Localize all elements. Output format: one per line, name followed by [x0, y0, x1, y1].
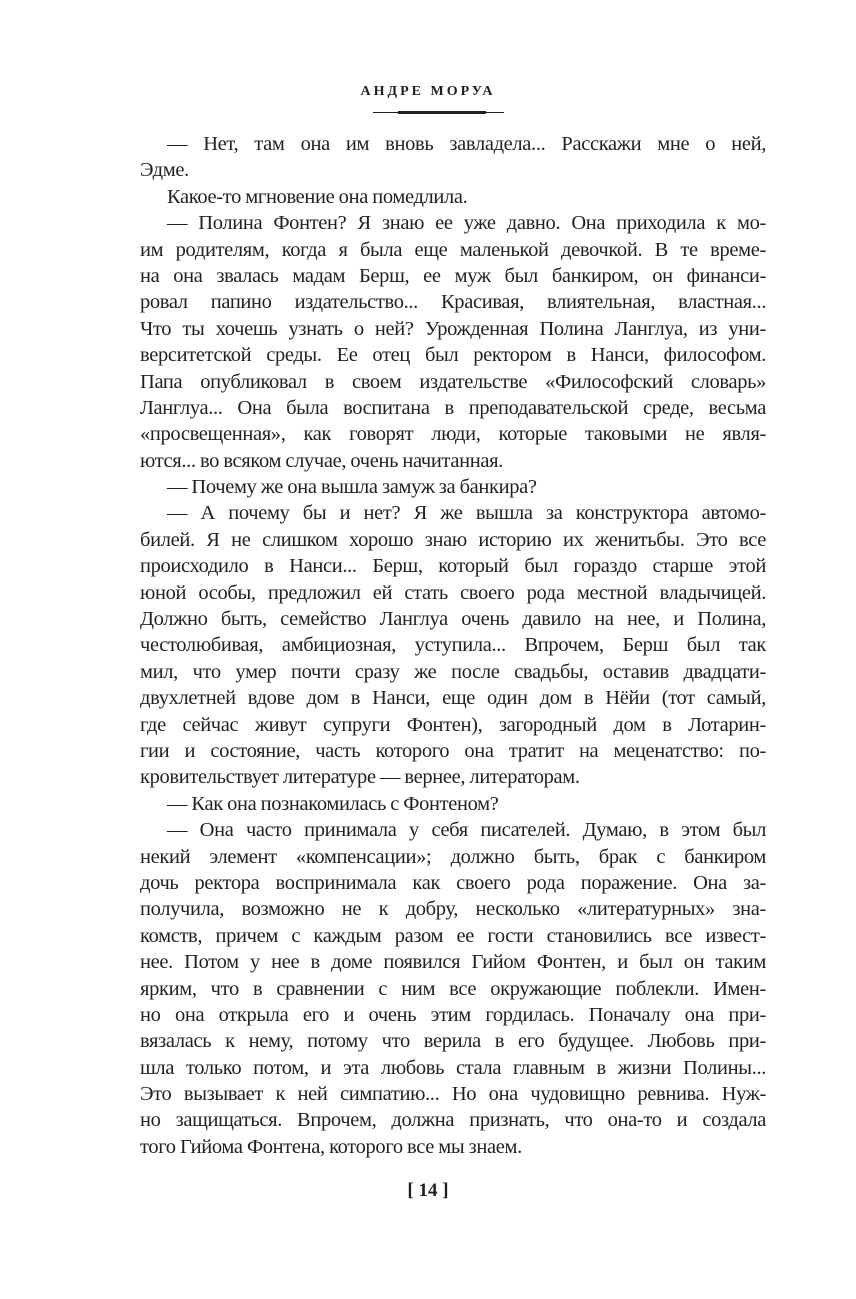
text-line: — Почему же она вышла замуж за банкира? [167, 476, 537, 499]
text-line: Папа опубликовал в своем издательстве «Философский словарь» [140, 370, 766, 393]
text-line: Эдме. [140, 159, 189, 182]
text-line: но она открыла его и очень этим гордилась. Поначалу она при- [140, 1003, 766, 1026]
page-number: [ 14 ] [407, 1180, 449, 1201]
text-line: гии и состояние, часть которого она тратит на меценатство: по- [140, 739, 766, 762]
text-line: — А почему бы и нет? Я же вышла за конструктора автомо- [167, 502, 766, 525]
text-line: происходило в Нанси... Берш, который был гораздо старше этой [140, 555, 766, 578]
paragraph [140, 131, 766, 184]
paragraph [140, 500, 766, 790]
text-line: шла только потом, и эта любовь стала главным в жизни Полины... [140, 1056, 766, 1079]
text-line: билей. Я не слишком хорошо знаю историю их женитьбы. Это все [140, 528, 766, 551]
text-line: но защищаться. Впрочем, должна признать, что она-то и создала [140, 1109, 766, 1132]
text-line: честолюбивая, амбициозная, уступила... Впрочем, Берш был так [140, 634, 766, 657]
text-line: юной особы, предложил ей стать своего рода местной владычицей. [140, 581, 766, 604]
text-line: того Гийома Фонтена, которого все мы знаем. [140, 1135, 522, 1158]
text-line: ярким, что в сравнении с ним все окружающие поблекли. Имен- [140, 977, 766, 1000]
text-line: — Как она познакомилась с Фонтеном? [167, 792, 499, 815]
text-line: нее. Потом у нее в доме появился Гийом Фонтен, и был он таким [140, 951, 766, 974]
running-header [0, 82, 856, 100]
text-line: кровительствует литературе — вернее, литераторам. [140, 766, 580, 789]
text-line: некий элемент «компенсации»; должно быть, брак с банкиром [140, 845, 766, 868]
text-line: — Полина Фонтен? Я знаю ее уже давно. Она приходила к мо- [167, 212, 766, 235]
body-text [140, 131, 766, 1160]
text-line: Ланглуа... Она была воспитана в преподавательской среде, весьма [140, 396, 766, 419]
paragraph [140, 184, 766, 210]
text-line: Должно быть, семейство Ланглуа очень давило на нее, и Полина, [140, 608, 766, 631]
paragraph [140, 817, 766, 1160]
text-line: мил, что умер почти сразу же после свадьбы, оставив двадцати- [140, 660, 766, 683]
running-title: АНДРЕ МОРУА [360, 84, 496, 99]
text-line: на она звалась мадам Берш, ее муж был банкиром, он финанси- [140, 264, 766, 287]
header-rule-accent [398, 111, 486, 114]
text-line: ровал папино издательство... Красивая, влиятельная, властная... [140, 291, 766, 314]
text-line: Какое-то мгновение она помедлила. [167, 185, 468, 208]
text-line: Что ты хочешь узнать о ней? Урожденная Полина Ланглуа, из уни- [140, 317, 766, 340]
text-line: дочь ректора воспринимала как своего рода поражение. Она за- [140, 871, 766, 894]
text-line: вязалась к нему, потому что верила в его будущее. Любовь при- [140, 1030, 766, 1053]
text-line: — Нет, там она им вновь завладела... Расскажи мне о ней, [167, 133, 766, 155]
paragraph [140, 474, 766, 500]
text-line: получила, возможно не к добру, несколько «литературных» зна- [140, 898, 766, 921]
text-line: двухлетней вдове дом в Нанси, еще один дом в Нёйи (тот самый, [140, 687, 766, 710]
text-line: — Она часто принимала у себя писателей. Думаю, в этом был [167, 819, 766, 842]
paragraph [140, 210, 766, 474]
text-line: им родителям, когда я была еще маленькой девочкой. В те време- [140, 238, 766, 261]
text-line: верситетской среды. Ее отец был ректором в Нанси, философом. [140, 344, 766, 367]
text-line: где сейчас живут супруги Фонтен), загородный дом в Лотарин- [140, 713, 766, 736]
text-line: Это вызывает к ней симпатию... Но она чудовищно ревнива. Нуж- [140, 1083, 766, 1106]
paragraph [140, 791, 766, 817]
text-line: комств, причем с каждым разом ее гости становились все извест- [140, 924, 766, 947]
text-line: ются... во всяком случае, очень начитанная. [140, 449, 503, 472]
text-line: «просвещенная», как говорят люди, которые таковыми не явля- [140, 423, 766, 446]
